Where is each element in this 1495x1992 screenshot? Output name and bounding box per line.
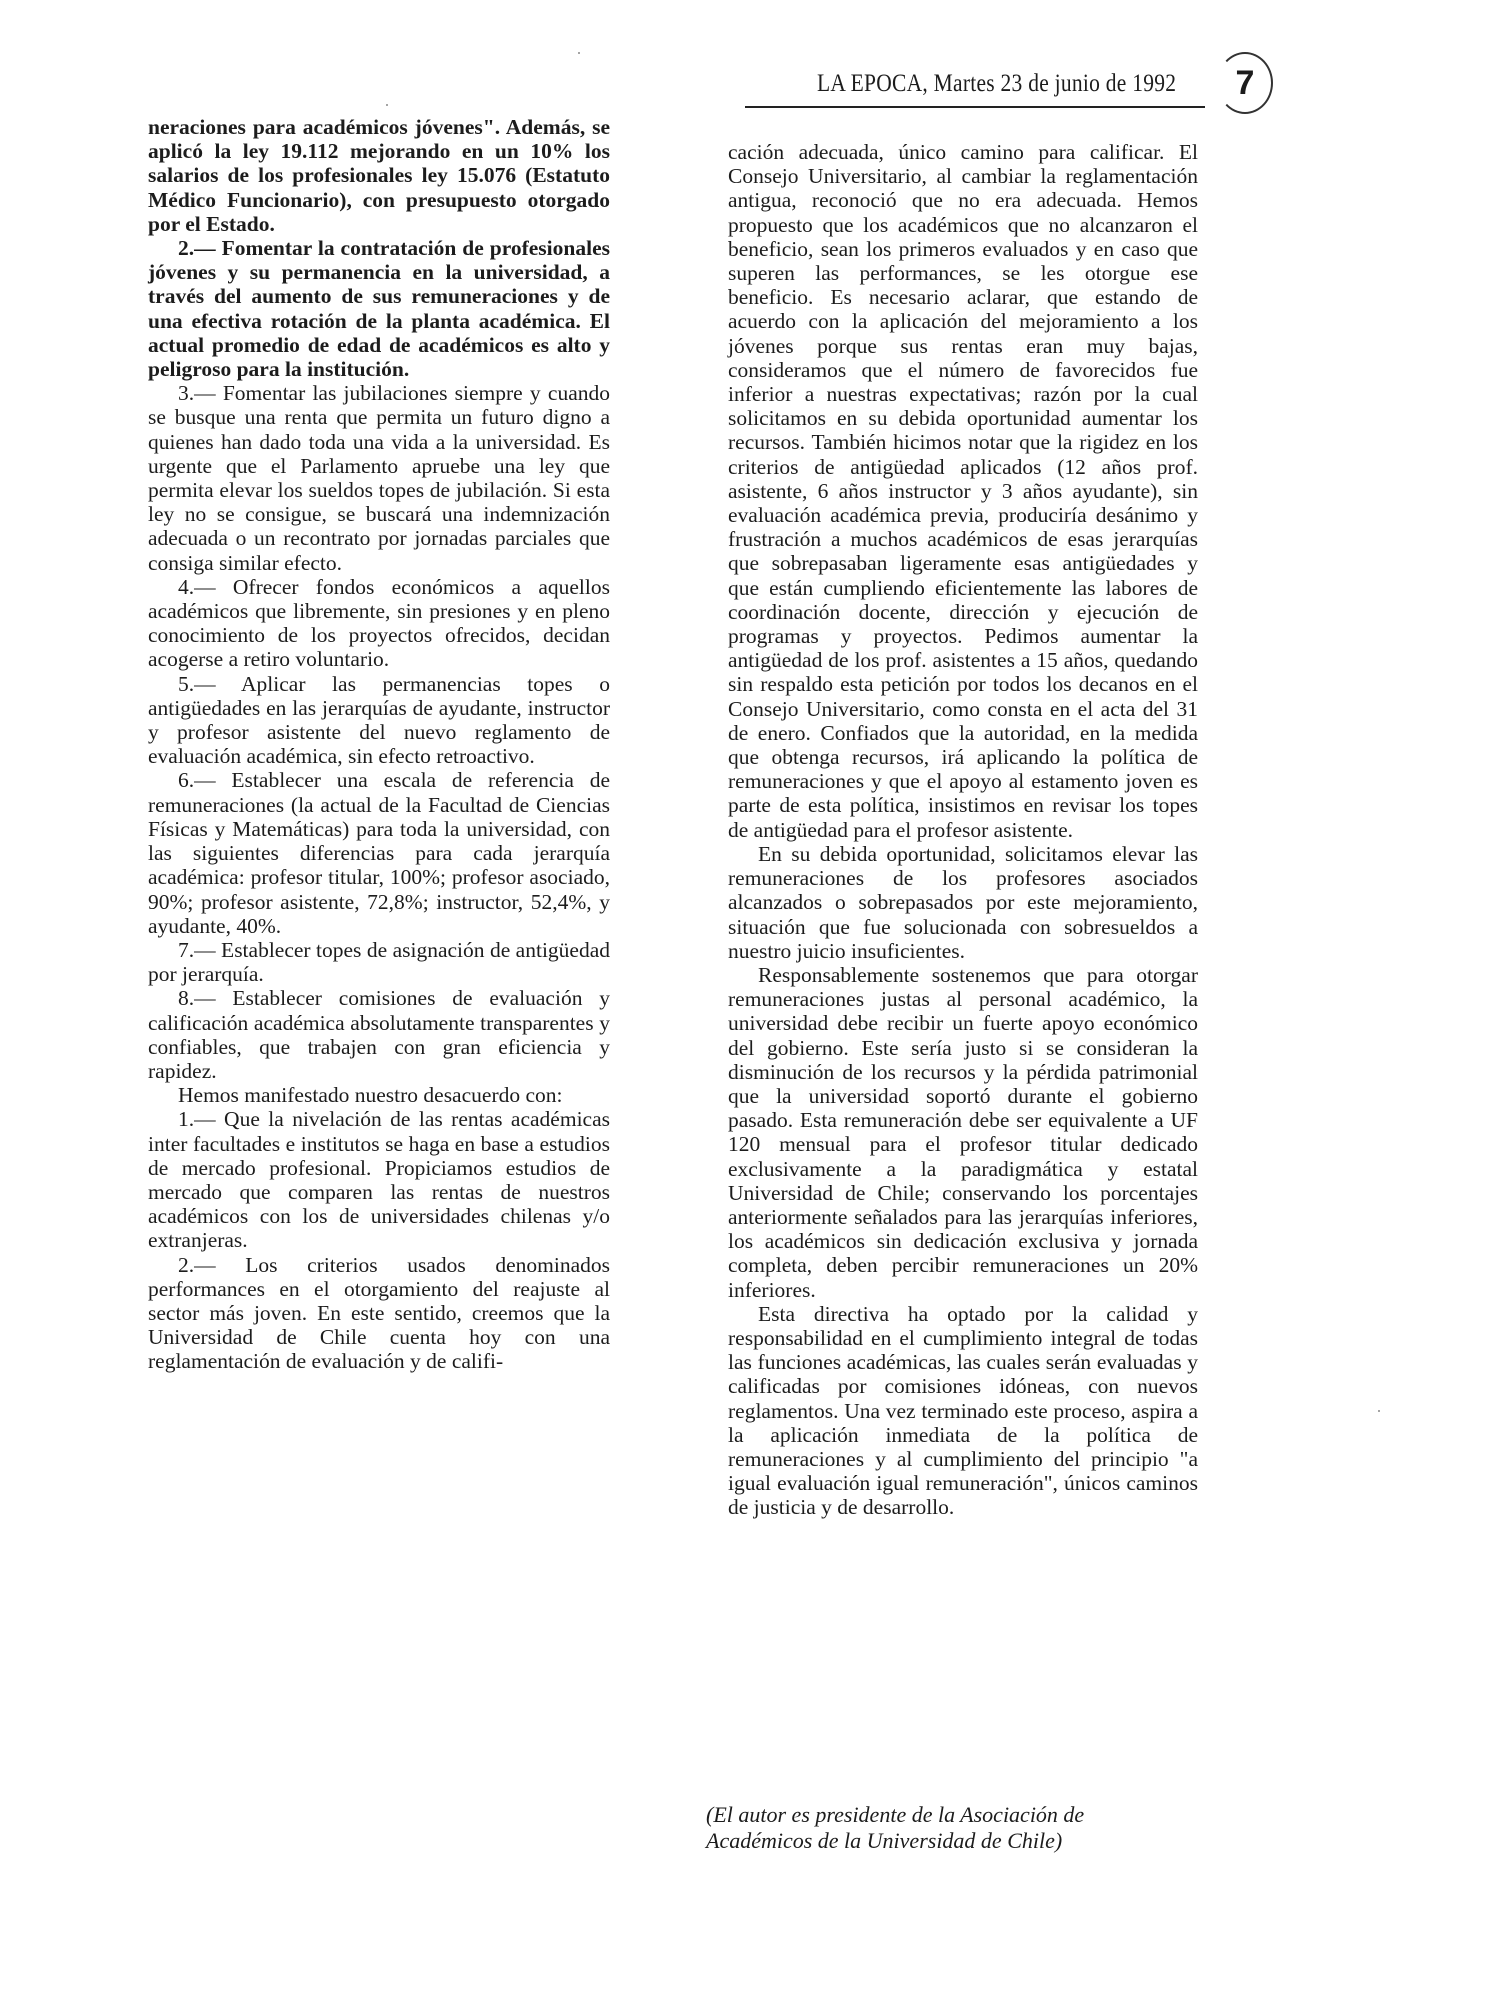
paragraph: 3.— Fomentar las jubilaciones siempre y cuando se busque una renta que permita un futuro digno a quienes han dado toda una vida a la universidad. Es urgente que el Parlamento apruebe una ley que permita elevar los sueldos topes de jubilación. Si esta ley no se consigue, se buscará una indemnización adecuada o un recontrato por jornadas parciales que consiga similar efecto. [148,381,610,575]
paragraph: 5.— Aplicar las permanencias topes o antigüedades en las jerarquías de ayudante, instructor y profesor asistente del nuevo reglamento de evaluación académica, sin efecto retroactivo. [148,671,610,769]
paragraph: Esta directiva ha optado por la calidad y responsabilidad en el cumplimiento integral de todas las funciones académicas, las cuales serán evaluadas y calificadas por comisiones idóneas, con nuevos reglamentos. Una vez terminado este proceso, aspira a la aplicación inmediata de la política de remuneraciones y al cumplimiento del principio "a igual evaluación igual remuneración", únicos caminos de justicia y de desarrollo. [728,1301,1198,1520]
author-byline: (El autor es presidente de la Asociación de Académicos de la Universidad de Chile) [706,1802,1085,1853]
paragraph: 1.— Que la nivelación de las rentas académicas inter facultades e institutos se haga en base a estudios de mercado profesional. Propiciamos estudios de mercado que comparen las rentas de nuestros académicos con los de universidades chilenas y/o extranjeras. [148,1107,610,1253]
paragraph: neraciones para académicos jóvenes". Además, se aplicó la ley 19.112 mejorando en un 10% los salarios de los profesionales ley 15.076 (Estatuto Médico Funcionario), con presupuesto otorgado por el Estado. [148,115,610,236]
paragraph: 6.— Establecer una escala de referencia de remuneraciones (la actual de la Facultad de Ciencias Físicas y Matemáticas) para toda la universidad, con las siguientes diferencias para cada jerarquía académica: profesor titular, 100%; profesor asociado, 90%; profesor asistente, 72,8%; instructor, 52,4%, y ayudante, 40%. [148,768,610,938]
paragraph: cación adecuada, único camino para calificar. El Consejo Universitario, al cambiar la reglamentación antigua, reconoció que no era adecuada. Hemos propuesto que los académicos que no alcanzaron el beneficio, sean los primeros evaluados y en caso que superen las performances, se les otorgue ese beneficio. Es necesario aclarar, que estando de acuerdo con la aplicación del mejoramiento a los jóvenes porque sus rentas eran muy bajas, consideramos que el número de favorecidos fue inferior a nuestras expectativas; razón por la cual solicitamos en su debida oportunidad aumentar los recursos. También hicimos notar que la rigidez en los criterios de antigüedad aplicados (12 años prof. asistente, 6 años instructor y 3 años ayudante), sin evaluación académica previa, produciría desánimo y frustración a muchos académicos de esas jerarquías que sobrepasaban ligeramente esas antigüedades y que están cumpliendo eficientemente las labores de coordinación docente, dirección y ejecución de programas y proyectos. Pedimos aumentar la antigüedad de los prof. asistentes a 15 años, quedando sin respaldo esta petición por todos los decanos en el Consejo Universitario, como consta en el acta del 31 de enero. Confiados que la autoridad, en la medida que obtenga recursos, irá aplicando la política de remuneraciones y que el apoyo al estamento joven es parte de esta política, insistimos en revisar los topes de antigüedad para el profesor asistente. [728,140,1198,842]
paragraph: 2.— Los criterios usados denominados performances en el otorgamiento del reajuste al sector más joven. En este sentido, creemos que la Universidad de Chile cuenta hoy con una reglamentación de evaluación y de califi- [148,1252,610,1374]
scan-speck [578,52,580,54]
paragraph: 8.— Establecer comisiones de evaluación y calificación académica absolutamente transparentes y confiables, que trabajen con gran eficiencia y rapidez. [148,986,610,1083]
paragraph: 2.— Fomentar la contratación de profesionales jóvenes y su permanencia en la universidad, a través del aumento de sus remuneraciones y de una efectiva rotación de la planta académica. El actual promedio de edad de académicos es alto y peligroso para la institución. [148,236,610,382]
left-column [148,115,610,1374]
paragraph: 7.— Establecer topes de asignación de antigüedad por jerarquía. [148,937,610,987]
masthead-rule [745,106,1205,108]
scan-speck [1378,1410,1380,1412]
page-number: 7 [1217,52,1273,114]
scan-speck [386,104,388,106]
right-column [728,140,1198,1520]
paragraph: En su debida oportunidad, solicitamos elevar las remuneraciones de los profesores asociados alcanzados o sobrepasados por este mejoramiento, situación que fue solucionada con sobresueldos a nuestro juicio insuficientes. [728,841,1198,963]
masthead-title: LA EPOCA, Martes 23 de junio de 1992 [817,70,1177,97]
masthead [745,58,1265,110]
paragraph: 4.— Ofrecer fondos económicos a aquellos académicos que libremente, sin presiones y en pleno conocimiento de los proyectos ofrecidos, decidan acogerse a retiro voluntario. [148,574,610,672]
paragraph: Hemos manifestado nuestro desacuerdo con: [178,1083,563,1108]
paragraph: Responsablemente sostenemos que para otorgar remuneraciones justas al personal académico, la universidad debe recibir un fuerte apoyo económico del gobierno. Este sería justo si se consideran la disminución de los recursos y la pérdida patrimonial que la universidad soportó durante el gobierno pasado. Esta remuneración debe ser equivalente a UF 120 mensual para el profesor titular dedicado exclusivamente a la paradigmática y estatal Universidad de Chile; conservando los porcentajes anteriormente señalados para las jerarquías inferiores, los académicos sin dedicación exclusiva y jornada completa, deben percibir remuneraciones un 20% inferiores. [728,962,1198,1302]
